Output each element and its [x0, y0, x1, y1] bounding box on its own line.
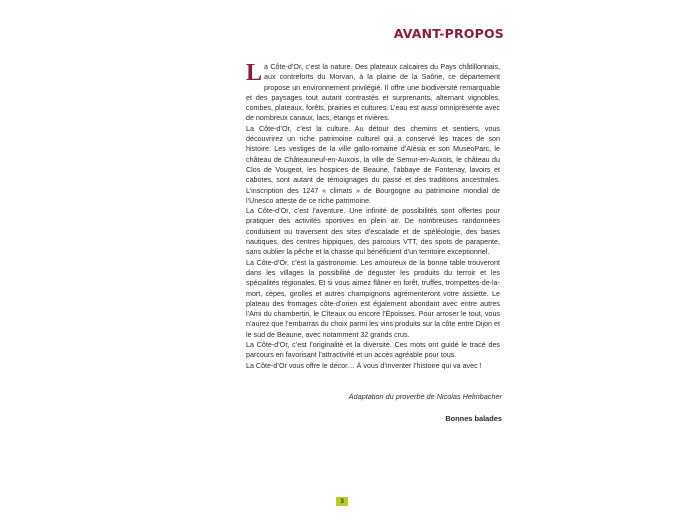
signature: Bonnes balades: [445, 414, 502, 423]
page-number: 3: [336, 497, 348, 506]
drop-cap: L: [246, 60, 263, 86]
paragraph-adventure: La Côte-d’Or, c’est l’aventure. Une infinité de possibilités sont offertes pour pratiquer des activités sportives en plein air. De nombreuses randonnées conduisent ou traversent des sites d’escalade et de spéléologie, des bases nautiques, des centres hippiques, des parcours VTT, des spots de parapente, sans oublier la pêche et la chasse qui bénéficient d’un territoire exceptionnel.: [246, 207, 500, 257]
page-title: AVANT-PROPOS: [393, 26, 504, 41]
attribution: Adaptation du proverbe de Nicolas Helmbacher: [348, 392, 502, 401]
paragraph-closing: La Côte-d’Or vous offre le décor… À vous d’inventer l’histoire qui va avec !: [246, 361, 482, 370]
paragraph-originality: La Côte-d’Or, c’est l’originalité et la diversité. Ces mots ont guidé le tracé des parcours en favorisant l’attractivité et un accès agréable pour tous.: [246, 341, 500, 360]
paragraph-gastronomy: La Côte-d’Or, c’est la gastronomie. Les amoureux de la bonne table trouveront dans les villages la possibilité de déguster les produits du terroir et les spécialités régionales. Et si vous aimez flâner en forêt, truffes, trompettes-de-la-mort, cèpes, girolles et autres champignons agrémenteront votre assiette. Le plateau des fromages côte-d’orien est également abondant avec entre autres l’Ami du chambertin, le Cîteaux ou encore l’Époisses. Pour arroser le tout, vous n’aurez que l’embarras du choix parmi les vins produits sur la côte entre Dijon et le sud de Beaune, avec notamment 32 grands crus.: [246, 258, 500, 339]
paragraph-culture: La Côte-d’Or, c’est la culture. Au détour des chemins et sentiers, vous découvrirez un riche patrimoine culturel qui a conservé les traces de son histoire. Les vestiges de la ville gallo-romaine d’Alésia et son MuseoParc, le château de Châteauneuf-en-Auxois, la ville de Semur-en-Auxois, le château du Clos de Vougeot, les hospices de Beaune, l’abbaye de Fontenay, lavoirs et cabotes, sont autant de témoignages du passé et des traditions ancestrales. L’inscription des 1247 « climats » de Bourgogne au patrimoine mondial de l’Unesco atteste de ce riche patrimoine.: [246, 124, 500, 205]
foreword-body: [246, 62, 500, 371]
paragraph-nature: [246, 62, 500, 124]
paragraph-nature-text: a Côte-d’Or, c’est la nature. Des plateaux calcaires du Pays châtillonnais, aux contreforts du Morvan, à la plaine de la Saône, ce département propose un environnement privilégié. Il offre une biodiversité remarquable et des paysages tout autant contrastés et surprenants, alternant vignobles, combes, plateaux, forêts, prairies et cultures. L’eau est aussi omniprésente avec de nombreux canaux, lacs, étangs et rivières.: [246, 63, 500, 123]
